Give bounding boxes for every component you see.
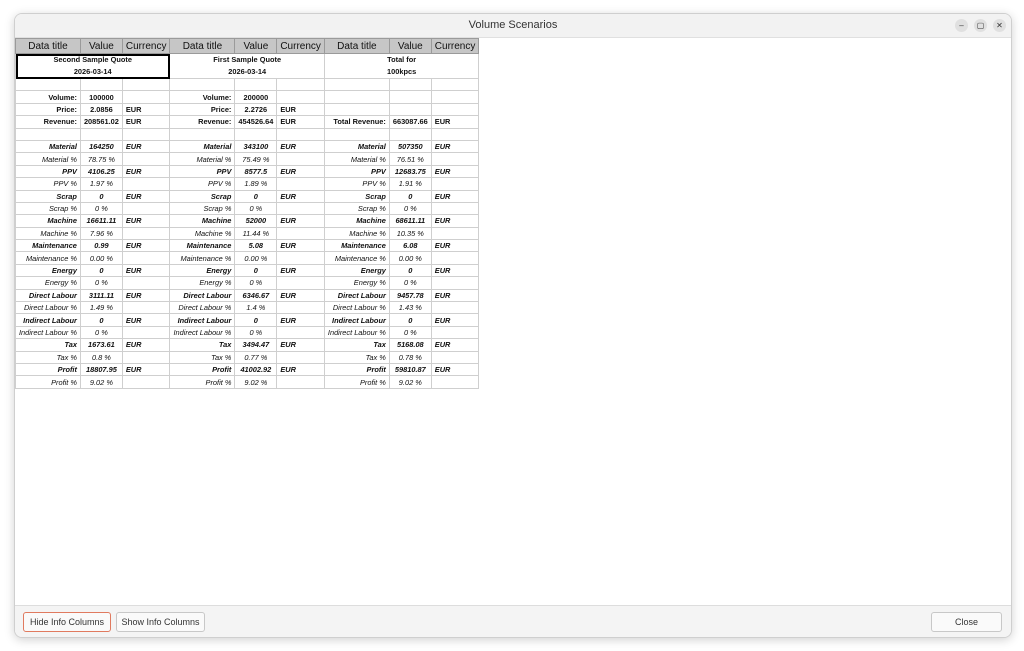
value-cell[interactable]: 3111.11 xyxy=(80,289,122,301)
data-title-cell[interactable]: Machine xyxy=(170,215,235,227)
value-cell[interactable]: 10.35 % xyxy=(389,227,431,239)
value-cell[interactable]: 2.2726 xyxy=(235,103,277,115)
currency-cell[interactable] xyxy=(277,252,325,264)
data-title-cell[interactable] xyxy=(324,128,389,140)
data-title-cell[interactable]: Scrap % xyxy=(16,202,81,214)
quote-title: First Sample Quote xyxy=(213,55,282,64)
data-title-cell[interactable]: Machine xyxy=(16,215,81,227)
currency-cell[interactable]: EUR xyxy=(122,363,170,375)
value-cell[interactable]: 52000 xyxy=(235,215,277,227)
value-cell[interactable]: 0 % xyxy=(235,326,277,338)
data-title-cell[interactable]: Indirect Labour % xyxy=(324,326,389,338)
value-cell[interactable]: 0 % xyxy=(235,277,277,289)
value-cell[interactable]: 1.89 % xyxy=(235,178,277,190)
value-cell[interactable]: 0 xyxy=(235,264,277,276)
hide-info-columns-button[interactable]: Hide Info Columns xyxy=(23,612,111,632)
value-cell[interactable]: 0 % xyxy=(80,202,122,214)
data-title-cell[interactable]: Maintenance % xyxy=(170,252,235,264)
header-value[interactable]: Value xyxy=(389,39,431,54)
currency-cell[interactable]: EUR xyxy=(431,339,479,351)
currency-cell[interactable]: EUR xyxy=(431,190,479,202)
value-cell[interactable]: 663087.66 xyxy=(389,116,431,128)
currency-cell[interactable]: EUR xyxy=(122,116,170,128)
value-cell[interactable]: 208561.02 xyxy=(80,116,122,128)
data-title-cell[interactable]: Scrap % xyxy=(170,202,235,214)
volume-scenarios-window xyxy=(14,13,1012,638)
data-title-cell[interactable]: PPV xyxy=(324,165,389,177)
currency-cell[interactable]: EUR xyxy=(431,289,479,301)
data-title-cell[interactable]: Price: xyxy=(16,103,81,115)
currency-cell[interactable] xyxy=(431,351,479,363)
value-cell[interactable]: 9457.78 xyxy=(389,289,431,301)
currency-cell[interactable]: EUR xyxy=(431,215,479,227)
value-cell[interactable]: 0 % xyxy=(389,202,431,214)
currency-cell[interactable] xyxy=(277,91,325,103)
data-title-cell[interactable]: Scrap xyxy=(170,190,235,202)
quote-title-cell[interactable] xyxy=(16,54,170,79)
data-title-cell[interactable]: Maintenance xyxy=(170,240,235,252)
data-title-cell[interactable]: Machine xyxy=(324,215,389,227)
data-title-cell[interactable]: Indirect Labour % xyxy=(170,326,235,338)
header-row xyxy=(16,39,479,54)
value-cell[interactable] xyxy=(389,128,431,140)
quote-date: 2026-03-14 xyxy=(73,67,112,76)
value-cell[interactable]: 0 xyxy=(235,314,277,326)
total-title: Total for xyxy=(387,55,417,64)
currency-cell[interactable]: EUR xyxy=(122,264,170,276)
data-title-cell[interactable]: Tax xyxy=(170,339,235,351)
value-cell[interactable]: 18807.95 xyxy=(80,363,122,375)
data-title-cell[interactable]: Scrap xyxy=(324,190,389,202)
data-title-cell[interactable] xyxy=(16,128,81,140)
value-cell[interactable]: 11.44 % xyxy=(235,227,277,239)
table-row xyxy=(16,190,479,202)
minimize-icon[interactable]: – xyxy=(955,19,968,32)
currency-cell[interactable]: EUR xyxy=(277,116,325,128)
data-title-cell[interactable] xyxy=(16,79,81,91)
value-cell[interactable] xyxy=(80,79,122,91)
currency-cell[interactable] xyxy=(431,252,479,264)
currency-cell[interactable] xyxy=(122,227,170,239)
currency-cell[interactable] xyxy=(122,326,170,338)
header-data-title[interactable]: Data title xyxy=(170,39,235,54)
value-cell[interactable]: 4106.25 xyxy=(80,165,122,177)
total-volume: 100kpcs xyxy=(387,67,417,76)
value-cell[interactable] xyxy=(389,79,431,91)
data-title-cell[interactable]: PPV xyxy=(170,165,235,177)
currency-cell[interactable]: EUR xyxy=(431,240,479,252)
table-row xyxy=(16,140,479,152)
currency-cell[interactable] xyxy=(277,326,325,338)
currency-cell[interactable] xyxy=(122,128,170,140)
title-bar xyxy=(15,14,1011,38)
header-value[interactable]: Value xyxy=(235,39,277,54)
currency-cell[interactable] xyxy=(431,91,479,103)
data-title-cell[interactable]: Scrap % xyxy=(324,202,389,214)
data-title-cell[interactable]: Tax % xyxy=(170,351,235,363)
currency-cell[interactable]: EUR xyxy=(431,165,479,177)
table-row xyxy=(16,289,479,301)
currency-cell[interactable] xyxy=(431,227,479,239)
value-cell[interactable]: 0.78 % xyxy=(389,351,431,363)
value-cell[interactable]: 2.0856 xyxy=(80,103,122,115)
value-cell[interactable] xyxy=(389,91,431,103)
currency-cell[interactable] xyxy=(277,178,325,190)
currency-cell[interactable] xyxy=(431,79,479,91)
currency-cell[interactable]: EUR xyxy=(431,363,479,375)
value-cell[interactable]: 1.97 % xyxy=(80,178,122,190)
table-row xyxy=(16,178,479,190)
currency-cell[interactable]: EUR xyxy=(277,103,325,115)
currency-cell[interactable] xyxy=(122,376,170,388)
value-cell[interactable]: 75.49 % xyxy=(235,153,277,165)
data-title-cell[interactable]: Direct Labour xyxy=(324,289,389,301)
currency-cell[interactable]: EUR xyxy=(277,140,325,152)
scenario-table xyxy=(15,38,479,389)
table-row xyxy=(16,116,479,128)
table-row xyxy=(16,326,479,338)
close-button[interactable]: Close xyxy=(931,612,1002,632)
data-title-cell[interactable]: Volume: xyxy=(16,91,81,103)
currency-cell[interactable]: EUR xyxy=(277,165,325,177)
data-title-cell[interactable]: Profit xyxy=(324,363,389,375)
currency-cell[interactable] xyxy=(277,227,325,239)
currency-cell[interactable]: EUR xyxy=(277,339,325,351)
value-cell[interactable]: 200000 xyxy=(235,91,277,103)
value-cell[interactable]: 8577.5 xyxy=(235,165,277,177)
value-cell[interactable] xyxy=(389,103,431,115)
header-data-title[interactable]: Data title xyxy=(324,39,389,54)
data-title-cell[interactable]: Maintenance xyxy=(324,240,389,252)
value-cell[interactable]: 0.77 % xyxy=(235,351,277,363)
data-title-cell[interactable]: Direct Labour % xyxy=(16,302,81,314)
value-cell[interactable]: 1.4 % xyxy=(235,302,277,314)
window-title: Volume Scenarios xyxy=(468,19,558,31)
value-cell[interactable]: 7.96 % xyxy=(80,227,122,239)
table-row xyxy=(16,264,479,276)
currency-cell[interactable]: EUR xyxy=(122,240,170,252)
data-title-cell[interactable]: PPV % xyxy=(324,178,389,190)
value-cell[interactable]: 5.08 xyxy=(235,240,277,252)
data-title-cell[interactable]: Maintenance xyxy=(16,240,81,252)
value-cell[interactable]: 0 % xyxy=(80,326,122,338)
value-cell[interactable]: 0 % xyxy=(235,202,277,214)
currency-cell[interactable]: EUR xyxy=(277,289,325,301)
currency-cell[interactable]: EUR xyxy=(277,190,325,202)
currency-cell[interactable] xyxy=(431,178,479,190)
value-cell[interactable]: 100000 xyxy=(80,91,122,103)
currency-cell[interactable] xyxy=(277,302,325,314)
currency-cell[interactable] xyxy=(122,277,170,289)
table-row xyxy=(16,351,479,363)
value-cell[interactable]: 1.49 % xyxy=(80,302,122,314)
currency-cell[interactable]: EUR xyxy=(277,314,325,326)
value-cell[interactable]: 0 xyxy=(235,190,277,202)
value-cell[interactable]: 9.02 % xyxy=(389,376,431,388)
data-title-cell[interactable]: Profit xyxy=(170,363,235,375)
currency-cell[interactable] xyxy=(431,326,479,338)
value-cell[interactable]: 6.08 xyxy=(389,240,431,252)
value-cell[interactable] xyxy=(80,128,122,140)
data-title-cell[interactable]: Revenue: xyxy=(170,116,235,128)
currency-cell[interactable]: EUR xyxy=(431,264,479,276)
value-cell[interactable]: 3494.47 xyxy=(235,339,277,351)
currency-cell[interactable]: EUR xyxy=(431,314,479,326)
currency-cell[interactable] xyxy=(431,202,479,214)
value-cell[interactable]: 0 xyxy=(389,190,431,202)
data-title-cell[interactable]: Indirect Labour xyxy=(170,314,235,326)
data-title-cell[interactable] xyxy=(324,79,389,91)
currency-cell[interactable] xyxy=(122,178,170,190)
value-cell[interactable]: 0.00 % xyxy=(235,252,277,264)
currency-cell[interactable] xyxy=(122,351,170,363)
value-cell[interactable]: 76.51 % xyxy=(389,153,431,165)
value-cell[interactable] xyxy=(235,79,277,91)
quote-date: 2026-03-14 xyxy=(228,67,267,76)
value-cell[interactable]: 1673.61 xyxy=(80,339,122,351)
data-title-cell[interactable]: Material xyxy=(324,140,389,152)
table-row xyxy=(16,79,479,91)
value-cell[interactable]: 1.43 % xyxy=(389,302,431,314)
value-cell[interactable]: 0.99 xyxy=(80,240,122,252)
table-row xyxy=(16,302,479,314)
currency-cell[interactable] xyxy=(277,153,325,165)
data-title-cell[interactable]: Tax xyxy=(324,339,389,351)
currency-cell[interactable]: EUR xyxy=(122,190,170,202)
value-cell[interactable]: 6346.67 xyxy=(235,289,277,301)
value-cell[interactable]: 41002.92 xyxy=(235,363,277,375)
data-title-cell[interactable]: Profit % xyxy=(324,376,389,388)
header-currency[interactable]: Currency xyxy=(431,39,479,54)
table-row xyxy=(16,240,479,252)
currency-cell[interactable] xyxy=(122,79,170,91)
table-row xyxy=(16,153,479,165)
currency-cell[interactable] xyxy=(277,79,325,91)
value-cell[interactable]: 68611.11 xyxy=(389,215,431,227)
table-row xyxy=(16,91,479,103)
currency-cell[interactable]: EUR xyxy=(277,215,325,227)
data-title-cell[interactable]: Material % xyxy=(16,153,81,165)
data-title-cell[interactable]: Profit xyxy=(16,363,81,375)
value-cell[interactable]: 0 xyxy=(80,264,122,276)
currency-cell[interactable] xyxy=(122,302,170,314)
currency-cell[interactable] xyxy=(277,202,325,214)
value-cell[interactable]: 12683.75 xyxy=(389,165,431,177)
data-title-cell[interactable]: Tax % xyxy=(16,351,81,363)
quote-title: Second Sample Quote xyxy=(53,55,132,64)
spreadsheet-area xyxy=(15,38,1011,605)
value-cell[interactable]: 0 xyxy=(80,190,122,202)
currency-cell[interactable]: EUR xyxy=(122,289,170,301)
data-title-cell[interactable] xyxy=(324,103,389,115)
currency-cell[interactable] xyxy=(431,277,479,289)
table-row xyxy=(16,314,479,326)
value-cell[interactable] xyxy=(235,128,277,140)
close-icon[interactable]: ✕ xyxy=(993,19,1006,32)
table-row xyxy=(16,277,479,289)
value-cell[interactable]: 0 xyxy=(389,314,431,326)
currency-cell[interactable] xyxy=(277,376,325,388)
value-cell[interactable]: 0 % xyxy=(80,277,122,289)
currency-cell[interactable]: EUR xyxy=(277,264,325,276)
table-row xyxy=(16,363,479,375)
value-cell[interactable]: 0 % xyxy=(389,326,431,338)
value-cell[interactable]: 0.00 % xyxy=(80,252,122,264)
value-cell[interactable]: 0 xyxy=(80,314,122,326)
data-title-cell[interactable]: Material % xyxy=(324,153,389,165)
currency-cell[interactable] xyxy=(277,277,325,289)
data-title-cell[interactable] xyxy=(170,128,235,140)
value-cell[interactable]: 0.00 % xyxy=(389,252,431,264)
data-title-cell[interactable]: Material % xyxy=(170,153,235,165)
data-title-cell[interactable]: Direct Labour % xyxy=(324,302,389,314)
data-title-cell[interactable]: Maintenance % xyxy=(16,252,81,264)
data-title-cell[interactable]: Energy % xyxy=(324,277,389,289)
data-title-cell[interactable]: Revenue: xyxy=(16,116,81,128)
currency-cell[interactable] xyxy=(277,128,325,140)
data-title-cell[interactable]: Profit % xyxy=(170,376,235,388)
currency-cell[interactable]: EUR xyxy=(122,165,170,177)
currency-cell[interactable] xyxy=(277,351,325,363)
currency-cell[interactable]: EUR xyxy=(431,116,479,128)
table-row xyxy=(16,202,479,214)
table-row xyxy=(16,128,479,140)
data-title-cell[interactable]: Indirect Labour xyxy=(16,314,81,326)
currency-cell[interactable] xyxy=(431,128,479,140)
value-cell[interactable]: 5168.08 xyxy=(389,339,431,351)
currency-cell[interactable]: EUR xyxy=(431,140,479,152)
data-title-cell[interactable]: Direct Labour xyxy=(16,289,81,301)
currency-cell[interactable]: EUR xyxy=(277,240,325,252)
currency-cell[interactable]: EUR xyxy=(122,103,170,115)
value-cell[interactable]: 454526.64 xyxy=(235,116,277,128)
data-title-cell[interactable]: Direct Labour xyxy=(170,289,235,301)
data-title-cell[interactable]: Price: xyxy=(170,103,235,115)
data-title-cell[interactable]: Material xyxy=(16,140,81,152)
currency-cell[interactable] xyxy=(431,376,479,388)
value-cell[interactable]: 0 % xyxy=(389,277,431,289)
data-title-cell[interactable]: Volume: xyxy=(170,91,235,103)
table-row xyxy=(16,103,479,115)
data-title-cell[interactable]: Energy % xyxy=(170,277,235,289)
data-title-cell[interactable]: Profit % xyxy=(16,376,81,388)
currency-cell[interactable]: EUR xyxy=(122,140,170,152)
data-title-cell[interactable]: Direct Labour % xyxy=(170,302,235,314)
data-title-cell[interactable]: Machine % xyxy=(324,227,389,239)
currency-cell[interactable] xyxy=(122,252,170,264)
data-title-cell[interactable]: PPV % xyxy=(16,178,81,190)
data-title-cell[interactable]: PPV % xyxy=(170,178,235,190)
table-row xyxy=(16,165,479,177)
data-title-cell[interactable]: Tax xyxy=(16,339,81,351)
data-title-cell[interactable]: Energy xyxy=(16,264,81,276)
value-cell[interactable]: 0.8 % xyxy=(80,351,122,363)
currency-cell[interactable] xyxy=(122,202,170,214)
currency-cell[interactable]: EUR xyxy=(122,314,170,326)
data-title-cell[interactable]: Energy xyxy=(170,264,235,276)
data-title-cell[interactable]: Total Revenue: xyxy=(324,116,389,128)
data-title-cell[interactable] xyxy=(324,91,389,103)
currency-cell[interactable]: EUR xyxy=(122,339,170,351)
data-title-cell[interactable]: Tax % xyxy=(324,351,389,363)
data-title-cell[interactable]: Indirect Labour xyxy=(324,314,389,326)
value-cell[interactable]: 507350 xyxy=(389,140,431,152)
show-info-columns-button[interactable]: Show Info Columns xyxy=(116,612,205,632)
maximize-icon[interactable]: ▢ xyxy=(974,19,987,32)
value-cell[interactable]: 1.91 % xyxy=(389,178,431,190)
table-row xyxy=(16,215,479,227)
table-row xyxy=(16,376,479,388)
value-cell[interactable]: 9.02 % xyxy=(235,376,277,388)
value-cell[interactable]: 0 xyxy=(389,264,431,276)
data-title-cell[interactable]: Indirect Labour % xyxy=(16,326,81,338)
data-title-cell[interactable]: Energy % xyxy=(16,277,81,289)
currency-cell[interactable] xyxy=(122,153,170,165)
value-cell[interactable]: 16611.11 xyxy=(80,215,122,227)
quote-title-cell[interactable] xyxy=(170,54,324,79)
data-title-cell[interactable]: Machine % xyxy=(16,227,81,239)
currency-cell[interactable]: EUR xyxy=(277,363,325,375)
header-currency[interactable]: Currency xyxy=(277,39,325,54)
table-row xyxy=(16,227,479,239)
data-title-cell[interactable]: Machine % xyxy=(170,227,235,239)
data-title-cell[interactable]: PPV xyxy=(16,165,81,177)
table-row xyxy=(16,339,479,351)
header-data-title[interactable]: Data title xyxy=(16,39,81,54)
value-cell[interactable]: 343100 xyxy=(235,140,277,152)
currency-cell[interactable] xyxy=(431,153,479,165)
currency-cell[interactable]: EUR xyxy=(122,215,170,227)
currency-cell[interactable] xyxy=(122,91,170,103)
currency-cell[interactable] xyxy=(431,302,479,314)
data-title-cell[interactable]: Scrap xyxy=(16,190,81,202)
header-currency[interactable]: Currency xyxy=(122,39,170,54)
data-title-cell[interactable] xyxy=(170,79,235,91)
button-bar xyxy=(15,605,1011,638)
data-title-cell[interactable]: Material xyxy=(170,140,235,152)
header-value[interactable]: Value xyxy=(80,39,122,54)
title-row xyxy=(16,54,479,79)
value-cell[interactable]: 9.02 % xyxy=(80,376,122,388)
total-title-cell[interactable] xyxy=(324,54,478,79)
value-cell[interactable]: 59810.87 xyxy=(389,363,431,375)
currency-cell[interactable] xyxy=(431,103,479,115)
data-title-cell[interactable]: Energy xyxy=(324,264,389,276)
data-title-cell[interactable]: Maintenance % xyxy=(324,252,389,264)
value-cell[interactable]: 78.75 % xyxy=(80,153,122,165)
table-row xyxy=(16,252,479,264)
value-cell[interactable]: 164250 xyxy=(80,140,122,152)
